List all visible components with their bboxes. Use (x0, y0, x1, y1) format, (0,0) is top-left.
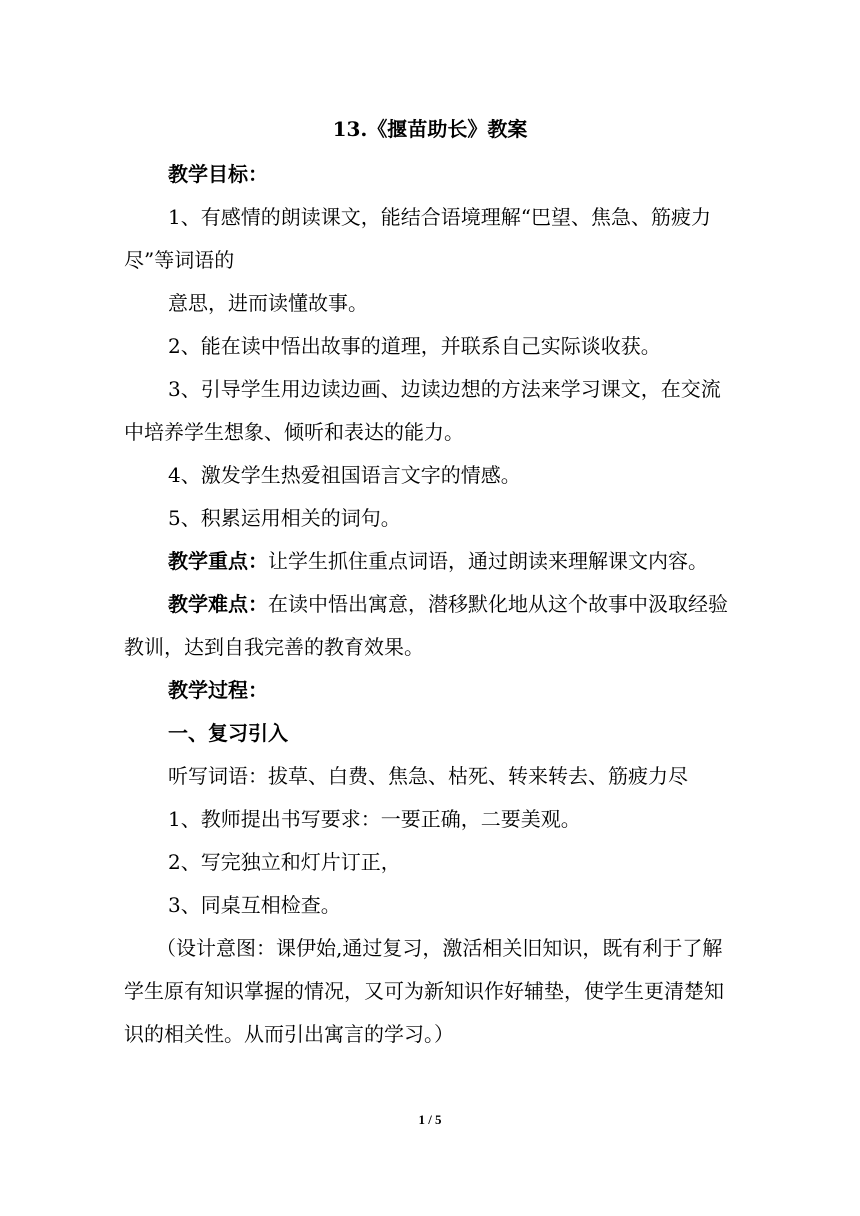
goal-4: 4、激发学生热爱祖国语言文字的情感。 (168, 463, 521, 487)
process-heading: 教学过程： (168, 678, 268, 702)
goal-2: 2、能在读中悟出故事的道理，并联系自己实际谈收获。 (168, 334, 661, 358)
goal-1-line-2: 意思，进而读懂故事。 (168, 291, 368, 315)
step-2: 2、写完独立和灯片订正， (168, 850, 401, 874)
difficulty-paragraph (124, 583, 736, 669)
step-1: 1、教师提出书写要求：一要正确，二要美观。 (168, 807, 581, 831)
goal-3: 3、引导学生用边读边画、边读边想的方法来学习课文，在交流中培养学生想象、倾听和表达的能力。 (124, 377, 721, 444)
page-number: 1 / 5 (418, 1112, 442, 1127)
goal-1-line-1: 1、有感情的朗读课文，能结合语境理解“巴望、焦急、筋疲力尽”等词语的 (124, 205, 711, 272)
goals-heading: 教学目标： (168, 162, 268, 186)
section-1-heading: 一、复习引入 (168, 721, 288, 745)
document-title: 13.《揠苗助长》教案 (332, 117, 528, 141)
key-point-text: 让学生抓住重点词语，通过朗读来理解课文内容。 (268, 549, 708, 573)
dictation-words: 听写词语：拔草、白费、焦急、枯死、转来转去、筋疲力尽 (168, 764, 688, 788)
goal-5: 5、积累运用相关的词句。 (168, 506, 401, 530)
key-point-paragraph (124, 540, 736, 583)
document-body (124, 108, 736, 1056)
difficulty-text: 在读中悟出寓意，潜移默化地从这个故事中汲取经验教训，达到自我完善的教育效果。 (124, 592, 728, 659)
difficulty-label: 教学难点： (168, 592, 268, 616)
design-note: （设计意图：课伊始,通过复习，激活相关旧知识，既有利于了解学生原有知识掌握的情况，又可为新知识作好辅垫，使学生更清楚知识的相关性。从而引出寓言的学习。） (124, 936, 724, 1046)
key-point-label: 教学重点： (168, 549, 268, 573)
step-3: 3、同桌互相检查。 (168, 893, 341, 917)
